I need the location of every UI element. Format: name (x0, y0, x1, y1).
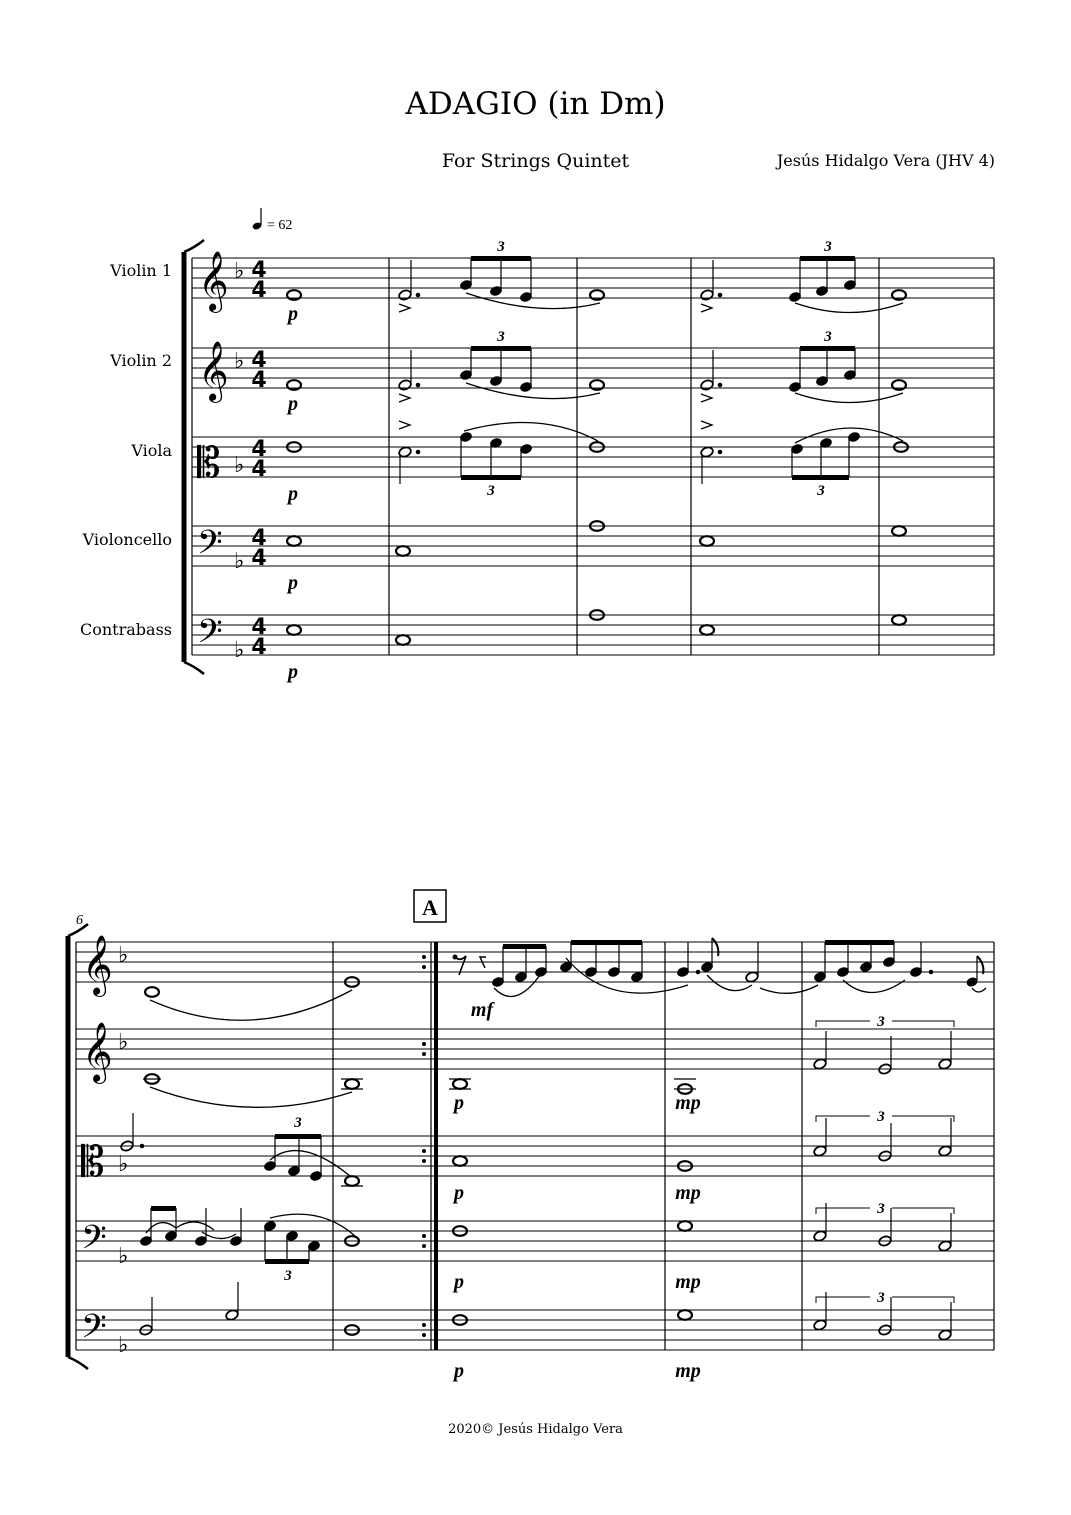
instrument-label-violin-1: Violin 1 (110, 261, 172, 280)
svg-text:4: 4 (251, 635, 267, 660)
dynamic-mp: mp (675, 1360, 701, 1382)
svg-text:4: 4 (251, 615, 267, 640)
treble-clef-icon: 𝄞 (82, 1022, 113, 1082)
dynamic-p: p (454, 1360, 464, 1382)
key-signature-flats (118, 259, 244, 1358)
dynamic-mp: mp (675, 1092, 701, 1114)
system-1-staff-lines (192, 258, 994, 655)
svg-text:3: 3 (497, 239, 505, 255)
instrument-label-contrabass: Contrabass (80, 620, 172, 639)
svg-text:3: 3 (877, 1290, 885, 1306)
bass-clef-icon: 𝄢 (197, 613, 223, 659)
svg-text:♭: ♭ (234, 259, 245, 284)
notes-system-1 (287, 256, 908, 645)
bass-clef-icon: 𝄢 (81, 1308, 107, 1354)
rehearsal-mark-label: A (422, 895, 438, 920)
treble-clef-icon: 𝄞 (198, 341, 229, 401)
svg-text:♭: ♭ (118, 1152, 129, 1177)
alto-clef-icon: 𝄡 (81, 1137, 105, 1186)
svg-text:♭: ♭ (234, 349, 245, 374)
system-2-staff-lines (76, 942, 994, 1350)
svg-text:4: 4 (251, 457, 267, 482)
composer-credit: Jesús Hidalgo Vera (JHV 4) (776, 151, 995, 170)
svg-text:3: 3 (817, 483, 825, 499)
dynamic-mp: mp (675, 1271, 701, 1293)
instrument-label-viola: Viola (131, 441, 172, 460)
dynamic-mp: mp (675, 1182, 701, 1204)
measure-number: 6 (76, 913, 83, 928)
svg-text:3: 3 (877, 1014, 885, 1030)
svg-text:♭: ♭ (118, 1333, 129, 1358)
svg-text:3: 3 (824, 329, 832, 345)
accents (399, 304, 712, 429)
dynamic-p: p (454, 1182, 464, 1204)
svg-text:3: 3 (824, 239, 832, 255)
svg-text:♭: ♭ (118, 1244, 129, 1269)
notes-system-2 (120, 938, 984, 1341)
svg-text:4: 4 (251, 526, 267, 551)
dynamic-p: p (288, 303, 298, 325)
svg-text:♭: ♭ (234, 638, 245, 663)
svg-text:♭: ♭ (118, 943, 129, 968)
rehearsal-mark-a (414, 890, 446, 922)
tempo-value: = 62 (267, 218, 293, 233)
dynamic-p: p (288, 572, 298, 594)
piece-title: ADAGIO (in Dm) (405, 86, 666, 122)
bass-clef-icon: 𝄢 (197, 524, 223, 570)
svg-text:3: 3 (294, 1115, 302, 1131)
dynamic-p: p (454, 1271, 464, 1293)
svg-text:♭: ♭ (234, 549, 245, 574)
svg-text:3: 3 (497, 329, 505, 345)
treble-clef-icon: 𝄞 (198, 251, 229, 311)
time-signatures (251, 258, 266, 660)
svg-text:3: 3 (487, 483, 495, 499)
instrument-label-violin-2: Violin 2 (110, 351, 172, 370)
svg-text:4: 4 (251, 348, 267, 373)
instrument-label-violoncello: Violoncello (82, 530, 172, 549)
svg-text:♭: ♭ (118, 1030, 129, 1055)
alto-clef-icon: 𝄡 (197, 438, 221, 487)
treble-clef-icon: 𝄞 (82, 935, 113, 995)
dynamic-p: p (288, 483, 298, 505)
tuplet-numbers-system-2 (283, 1014, 885, 1306)
dynamic-p: p (288, 661, 298, 683)
dynamic-p: p (454, 1092, 464, 1114)
svg-text:3: 3 (877, 1201, 885, 1217)
tempo-marking (252, 208, 293, 233)
svg-text:3: 3 (877, 1109, 885, 1125)
svg-text:4: 4 (251, 368, 267, 393)
svg-text:♭: ♭ (234, 453, 245, 478)
dynamic-p: p (288, 393, 298, 415)
svg-text:4: 4 (251, 258, 267, 283)
piece-subtitle: For Strings Quintet (441, 150, 630, 172)
bass-clef-icon: 𝄢 (81, 1219, 107, 1265)
svg-text:4: 4 (251, 437, 267, 462)
svg-text:3: 3 (284, 1268, 292, 1284)
slurs-system-2 (146, 958, 986, 1239)
svg-text:4: 4 (251, 546, 267, 571)
copyright-footer: 2020© Jesús Hidalgo Vera (448, 1422, 623, 1437)
dynamics-system-2 (452, 999, 701, 1382)
dynamic-mf: mf (470, 999, 494, 1021)
svg-text:4: 4 (251, 278, 267, 303)
